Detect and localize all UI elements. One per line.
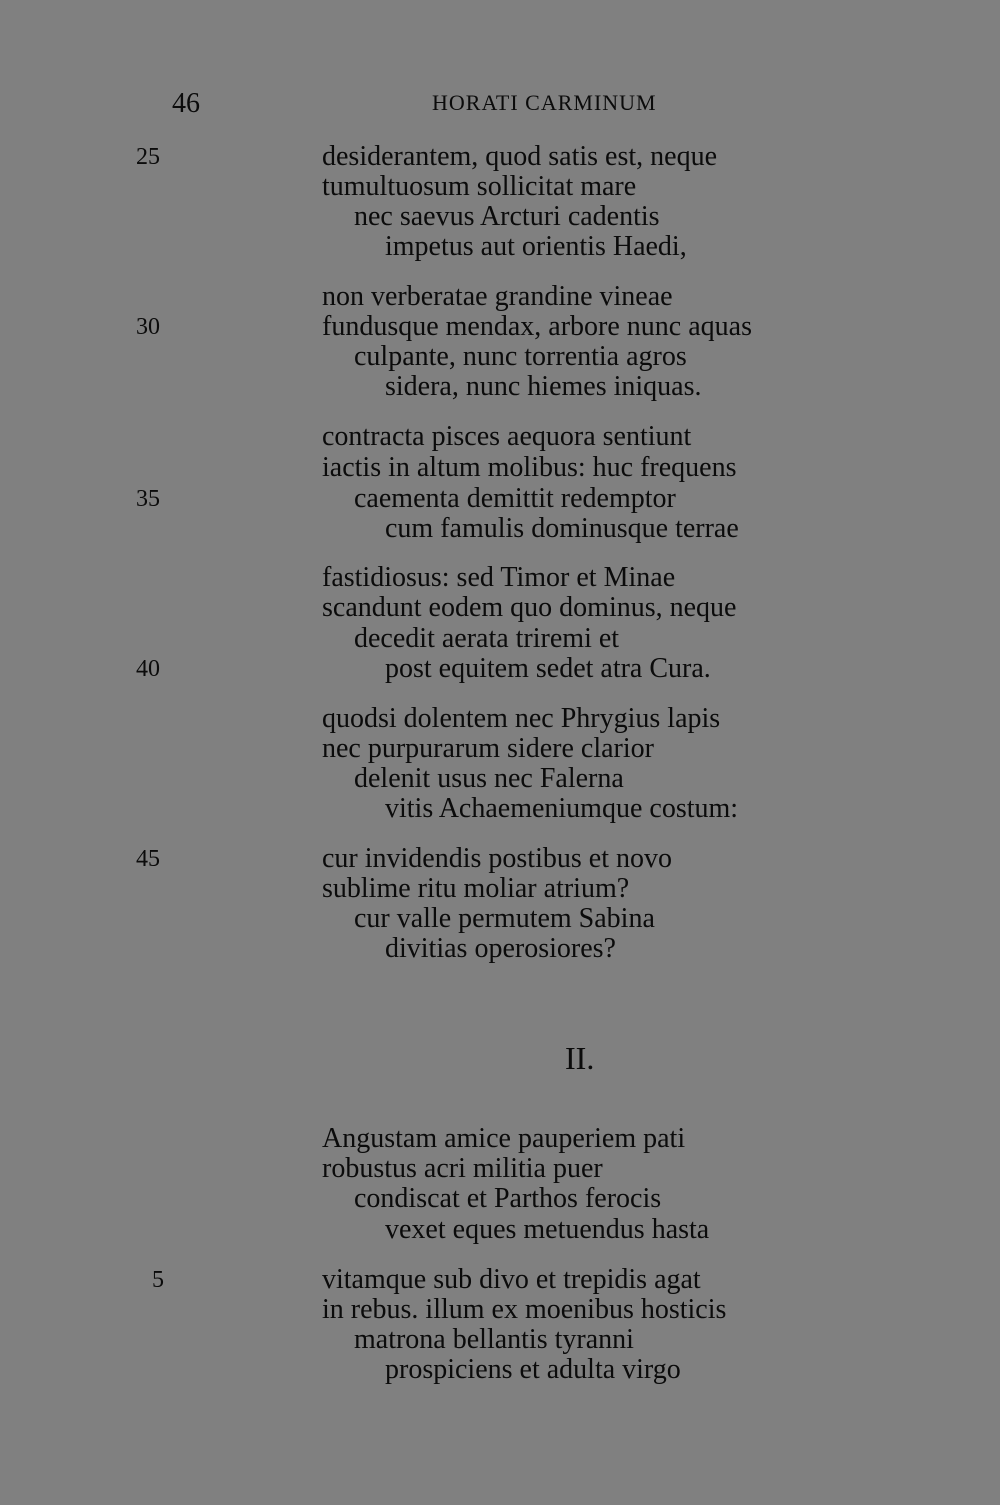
verse-line: nec saevus Arcturi cadentis [354,201,660,232]
verse-line: post equitem sedet atra Cura. [385,653,711,684]
verse-line: scandunt eodem quo dominus, neque [322,592,737,623]
verse-line: culpante, nunc torrentia agros [354,341,687,372]
poem-heading: II. [565,1040,595,1076]
verse-line: iactis in altum molibus: huc frequens [322,452,737,483]
verse-line: tumultuosum sollicitat mare [322,171,637,202]
verse-line: cum famulis dominusque terrae [385,513,739,544]
verse-line: non verberatae grandine vineae [322,281,673,312]
verse-line: Angustam amice pauperiem pati [322,1123,686,1154]
line-number: 35 [136,486,160,512]
verse-line: prospiciens et adulta virgo [385,1354,681,1385]
verse-line: cur valle permutem Sabina [354,903,655,934]
verse-line: decedit aerata triremi et [354,623,620,654]
line-number: 5 [152,1267,164,1293]
running-head: HORATI CARMINUM [432,90,657,115]
verse-line: vexet eques metuendus hasta [385,1214,710,1245]
verse-line: matrona bellantis tyranni [354,1324,634,1355]
line-number: 45 [136,846,160,872]
verse-line: caementa demittit redemptor [354,483,676,514]
verse-line: contracta pisces aequora sentiunt [322,421,692,452]
verse-line: desiderantem, quod satis est, neque [322,141,718,172]
verse-line: cur invidendis postibus et novo [322,843,672,874]
verse-line: vitamque sub divo et trepidis agat [322,1264,701,1295]
verse-line: sidera, nunc hiemes iniquas. [385,371,702,402]
verse-line: sublime ritu moliar atrium? [322,873,630,904]
verse-line: vitis Achaemeniumque costum: [385,793,739,824]
verse-line: fundusque mendax, arbore nunc aquas [322,311,752,342]
verse-line: divitias operosiores? [385,933,616,964]
verse-line: delenit usus nec Falerna [354,763,624,794]
verse-line: condiscat et Parthos ferocis [354,1183,662,1214]
verse-line: in rebus. illum ex moenibus hosticis [322,1294,727,1325]
line-number: 30 [136,314,160,340]
verse-line: impetus aut orientis Haedi, [385,231,687,262]
verse-line: fastidiosus: sed Timor et Minae [322,562,676,593]
page-number: 46 [172,88,200,119]
line-number: 40 [136,656,160,682]
verse-line: quodsi dolentem nec Phrygius lapis [322,703,721,734]
verse-line: nec purpurarum sidere clarior [322,733,654,764]
verse-line: robustus acri militia puer [322,1153,603,1184]
line-number: 25 [136,144,160,170]
